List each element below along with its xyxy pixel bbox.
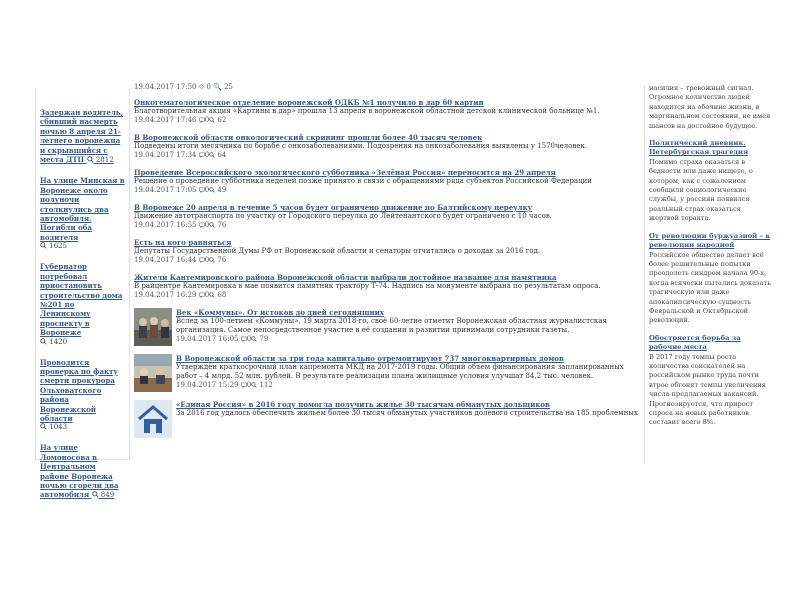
- comments-count: 0: [204, 291, 210, 299]
- news-title-link[interactable]: Онкогематологическое отделение воронежской ОДКБ №1 получило в дар 60 картин: [134, 98, 484, 107]
- views-count: 64: [217, 151, 227, 159]
- news-title-link[interactable]: «Единая Россия» в 2016 году помогла получить жилье 30 тысячам обманутых дольщиков: [176, 400, 550, 409]
- comments-count: 0: [246, 381, 252, 389]
- opinion-text: В 2017 году темпы роста количества соискателей на российском рынке труда почти втрое обгонят темпы увеличения числа предлагаемых вакансий. Прогнозируется, что прирост спроса на новых работников составит всего 8%.: [649, 352, 766, 427]
- news-date: 19.04.2017 17:46: [134, 116, 197, 124]
- views-count: 76: [217, 221, 227, 229]
- news-body: [176, 308, 639, 346]
- news-title-link[interactable]: В Воронежской области за три года капитально отремонтируют 737 многоквартирных домов: [176, 354, 564, 363]
- news-summary: Решение о проведение субботника неделей позже принято в связи с обращениями ряда субъектов Российской Федерации: [134, 177, 592, 185]
- sidebar-news-link[interactable]: Задержан водитель, сбивший насмерть ночью 8 апреля 21-летнего воронежца и скрывшийся с места ДТП 2812: [40, 108, 124, 165]
- news-meta: [176, 335, 639, 344]
- sidebar-news-item: [40, 358, 126, 433]
- news-meta: [134, 221, 639, 230]
- views-count: 68: [217, 291, 227, 299]
- comments-count: 0: [204, 116, 210, 124]
- news-summary: Движение автотранспорта по участку от Городского переулка до Лейтенантского будет ограничено с 10 часов.: [134, 212, 553, 220]
- magnifier-icon: [209, 152, 215, 158]
- magnifier-icon: [251, 336, 257, 342]
- sidebar-news-item: [40, 443, 126, 500]
- news-meta: [134, 116, 639, 125]
- news-date: 19.04.2017 16:05: [176, 335, 239, 343]
- opinion-text: Российское общество делает всё более решительные попытки преодолеть синдром начала 90-х, когда всячески пытались доказать трагическую или даже апокалипсическую сущность Февральской и Октябрьской революций.: [649, 250, 771, 325]
- news-date: 19.04.2017 17:05: [134, 186, 197, 194]
- popular-news-sidebar: [35, 88, 130, 500]
- views-count: 849: [92, 491, 115, 499]
- news-item: [134, 238, 639, 265]
- opinion-sidebar: [644, 86, 772, 464]
- page-frame: [30, 83, 778, 500]
- magnifier-icon: [209, 292, 215, 298]
- news-title-link[interactable]: Век «Коммуны». От истоков до дней сегодняшних: [176, 308, 384, 317]
- opinion-text: Огромное количество людей находится на обочине жизни, в маргинальном состоянии, не имея шансов на достойное будущее.: [649, 93, 771, 130]
- magnifier-icon: [40, 338, 47, 345]
- news-meta: [176, 381, 639, 390]
- news-item: [134, 400, 639, 438]
- comments-count: 0: [204, 186, 210, 194]
- news-thumbnail[interactable]: [134, 354, 172, 392]
- news-thumbnail[interactable]: [134, 400, 172, 438]
- opinion-text: насилия – тревожный сигнал.: [649, 84, 754, 92]
- news-title-link[interactable]: Проведение Всероссийского экологического субботника «Зелёная Россия» переносится на 29 апреля: [134, 168, 556, 177]
- sidebar-news-link[interactable]: Проводится проверка по факту смерти прокурора Ольховатского района Воронежской области: [40, 357, 118, 423]
- news-title-link[interactable]: Жители Кантемировского района Воронежской области выбрали достойное название для памятника: [134, 273, 557, 282]
- news-summary: Подведены итоги месячника по борьбе с онкозаболеваниями. Подозрения на онкозаболевания выявлены у 1570человек.: [134, 142, 588, 150]
- news-item: [134, 308, 639, 346]
- news-title-link[interactable]: В Воронежской области онкологический скрининг прошли более 40 тысяч человек: [134, 133, 483, 142]
- magnifier-icon: [209, 117, 215, 123]
- news-meta: [134, 151, 639, 160]
- news-item: [134, 203, 639, 230]
- magnifier-icon: [209, 257, 215, 263]
- comments-count: 0: [204, 256, 210, 264]
- sidebar-news-item: [40, 108, 126, 165]
- magnifier-icon: [40, 423, 47, 430]
- sidebar-news-item: [40, 262, 126, 346]
- news-item: [134, 273, 639, 300]
- news-meta: [134, 256, 639, 265]
- views-count: 2812: [87, 156, 114, 164]
- magnifier-icon: [92, 491, 99, 498]
- views-count: 1625: [40, 242, 126, 251]
- news-date: 19.04.2017 15:29: [176, 381, 239, 389]
- views-count: 1043: [40, 423, 126, 432]
- news-summary: Утверждён краткосрочный план капремонта МКД на 2017-2019 годы. Общий объем финансирования запланированных работ – 4 млрд. 52 млн. рублей. В результате реализации плана жилищные условия улучшат 84,2 тыс. человек.: [176, 363, 624, 380]
- views-count: 1420: [40, 338, 126, 347]
- news-body: [176, 400, 639, 438]
- news-item: [134, 98, 639, 125]
- opinion-title-link[interactable]: Обостряется борьба за рабочие места: [649, 333, 741, 352]
- comments-count: 0: [204, 221, 210, 229]
- news-list: [134, 98, 639, 438]
- news-item: [134, 133, 639, 160]
- news-title-link[interactable]: Есть на кого равняться: [134, 238, 232, 247]
- sidebar-news-link[interactable]: На улице Минская в Воронеже около полуночи столкнулись два автомобиля. Погибли оба водителя: [40, 176, 125, 242]
- news-summary: За 2016 год удалось обеспечить жильем более 30 тысяч обманутых участников долевого строительства на 185 проблемных: [176, 409, 638, 417]
- views-count: 112: [259, 381, 273, 389]
- news-date: 19.04.2017 17:34: [134, 151, 197, 159]
- news-meta: [134, 291, 639, 300]
- comments-count: 0: [204, 151, 210, 159]
- opinion-title-link[interactable]: Политический дневник. Петербургская трагедия: [649, 139, 749, 157]
- magnifier-icon: [40, 242, 47, 249]
- views-count: 79: [259, 335, 269, 343]
- views-count: 76: [217, 256, 227, 264]
- magnifier-icon: [251, 382, 257, 388]
- opinion-text: Помимо страха оказаться в бедности или даже нищете, о котором, как с сожалением сообщили социологические службы, у россиян появился реальный страх оказаться жертвой теракта.: [649, 157, 753, 223]
- news-item: [134, 168, 639, 195]
- news-meta: [134, 186, 639, 195]
- sidebar-news-item: [40, 176, 126, 251]
- news-feed: [134, 83, 639, 466]
- magnifier-icon: [209, 222, 215, 228]
- magnifier-icon: [209, 187, 215, 193]
- views-count: 62: [217, 116, 227, 124]
- news-date: 19.04.2017 16:29: [134, 291, 197, 299]
- news-summary: Депутаты Государственной Думы РФ от Воронежской области и сенаторы отчитались о доходах за 2016 год.: [134, 247, 541, 255]
- news-date: 19.04.2017 16:44: [134, 256, 197, 264]
- news-summary: Вслед за 100-летием «Коммуны», 19 марта 2018-го, своё 60-летие отметит Воронежская областная журналистская организация. Самое непосредственное участие в её создании и развитии принимали сотрудники газеты.: [176, 317, 607, 334]
- news-body: [176, 354, 639, 392]
- news-item: [134, 354, 639, 392]
- sidebar-news-link[interactable]: На улице Ломоносова в Центральном районе Воронежа ночью сгорели два автомобиля 849: [40, 443, 119, 500]
- news-title-link[interactable]: В Воронеже 20 апреля в течение 5 часов будет ограничено движение по Балтийскому переулку: [134, 203, 533, 212]
- news-meta: 19.04.2017 17:50 ⟐ 0 🔍 25: [134, 83, 233, 91]
- views-count: 49: [217, 186, 227, 194]
- news-summary: В райцентре Кантемировка в мае появится памятник трактору Т-74. Надпись на монументе выбрана по результатам опроса.: [134, 282, 601, 290]
- sidebar-news-link[interactable]: Губернатор потребовал приостановить строительство дома №201 по Ленинскому проспекту в Воронеже: [40, 262, 123, 338]
- news-date: 19.04.2017 16:55: [134, 221, 197, 229]
- magnifier-icon: [87, 156, 94, 163]
- comments-count: 0: [246, 335, 252, 343]
- news-summary: Благотворительная акция «Картины в дар» прошла 13 апреля в воронежской областной детской клинической больнице №1.: [134, 107, 600, 115]
- news-thumbnail[interactable]: [134, 308, 172, 346]
- opinion-title-link[interactable]: От революции буржуазной – к революции народной: [649, 231, 771, 250]
